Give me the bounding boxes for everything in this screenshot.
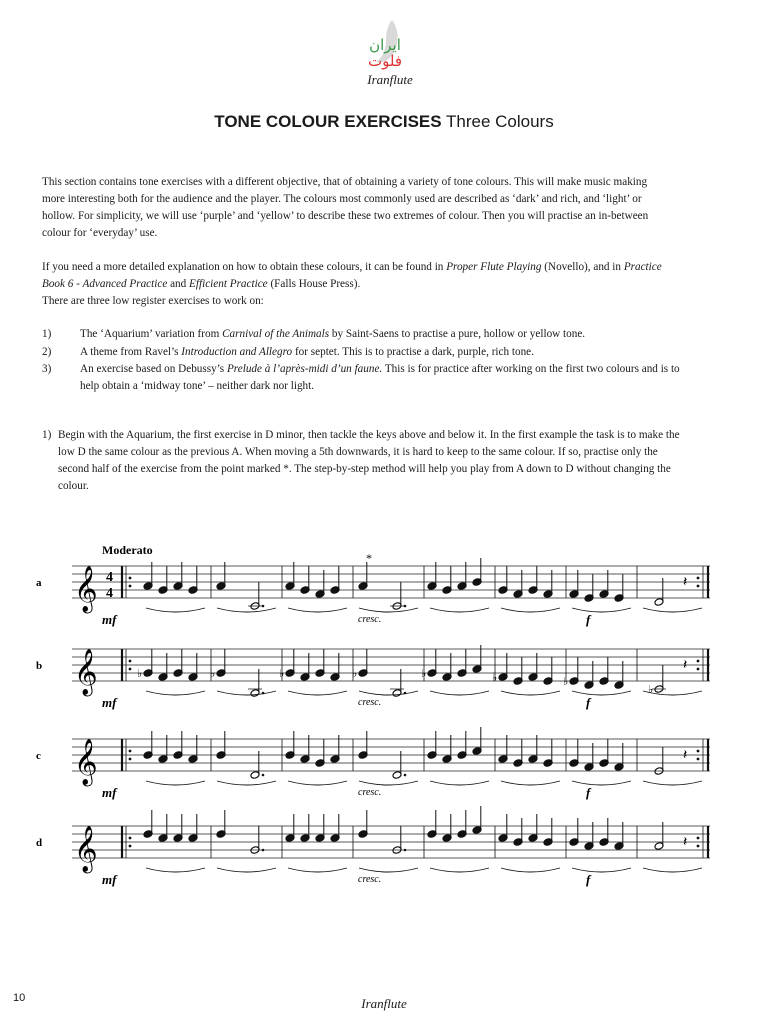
slur [217,691,276,695]
repeat-dot [697,750,700,753]
flat-sign: ♭ [210,667,216,680]
time-signature-top: 4 [106,570,113,585]
time-signature-bottom: 4 [106,586,113,601]
repeat-dot [697,845,700,848]
slur [146,608,205,612]
dynamic-mf: mf [102,872,117,887]
repeat-dot [697,585,700,588]
list-number: 3) [42,363,52,375]
dynamic-f: f [586,872,591,887]
slur [359,868,418,872]
dot [262,605,265,608]
dynamic-mf: mf [102,695,117,710]
slur [146,691,205,695]
reference-paragraph [42,259,672,310]
quarter-rest-icon: 𝄽 [683,574,688,590]
ref-text-2: (Novello), and in [541,261,624,273]
asterisk-mark: * [366,551,372,565]
repeat-dot [697,577,700,580]
dynamic-mf: mf [102,612,117,627]
flat-sign: ♭ [563,675,569,688]
list-text: This is for practice after working on the first two colours and is to help obtain a ‘midway tone’ – neither dark nor light. [80,363,680,392]
repeat-dot [129,660,132,663]
slur [359,781,418,785]
slur [217,608,276,612]
logo-persian-bottom: فلوت [367,52,402,70]
title-rest: Three Colours [441,112,554,131]
flat-sign: ♭ [648,683,654,696]
repeat-dot [129,845,132,848]
dot [404,774,407,777]
list-number: 2) [42,346,52,358]
slur [501,781,560,785]
repeat-dot [697,758,700,761]
slur [430,691,489,695]
dynamic-mf: mf [102,785,117,800]
slur [572,781,631,785]
quarter-rest-icon: 𝄽 [683,657,688,673]
flat-sign: ♭ [279,667,285,680]
slur [146,868,205,872]
slur [430,608,489,612]
list-text: The ‘Aquarium’ variation from [80,328,223,340]
list-item [42,344,682,361]
row-label: c [36,750,41,762]
slur [146,781,205,785]
page-title [0,112,768,132]
cresc-marking: cresc. [358,697,382,708]
dot [262,774,265,777]
ref-text-5: There are three low register exercises to work on: [42,295,264,307]
ref-text-3: and [167,278,190,290]
slur [217,868,276,872]
slur [288,691,347,695]
repeat-dot [129,837,132,840]
ref-book-1: Proper Flute Playing [446,261,542,273]
slur [430,781,489,785]
ref-text-1: If you need a more detailed explanation on how to obtain these colours, it can be found in [42,261,447,273]
flat-sign: ♭ [137,667,143,680]
repeat-dot [129,668,132,671]
list-text: An exercise based on Debussy’s [80,363,227,375]
step-instruction [42,427,682,495]
slur [359,691,418,695]
row-label: b [36,660,43,672]
ref-text-4: (Falls House Press). [267,278,361,290]
title-bold: TONE COLOUR EXERCISES [214,112,442,131]
slur [501,691,560,695]
slur [288,608,347,612]
slur [501,868,560,872]
music-notation [30,540,720,900]
ref-book-3: Efficient Practice [189,278,268,290]
list-text: for septet. This is to practise a dark, purple, rich tone. [292,346,534,358]
repeat-dot [697,668,700,671]
intro-paragraph: This section contains tone exercises with a different objective, that of obtaining a variety of tone colours. This will make music making more interesting both for the audience and the player. The colours most commonly used are described as ‘dark’ and rich, and ‘light’ or hollow. For simplicity, we will use ‘purple’ and ‘yellow’ to describe these two extremes of colour. Then you will practise an in-between colour for ‘everyday’ use. [42,176,649,239]
repeat-dot [129,750,132,753]
slur [572,868,631,872]
quarter-rest-icon: 𝄽 [683,747,688,763]
repeat-dot [129,577,132,580]
slur [643,868,702,872]
cresc-marking: cresc. [358,874,382,885]
list-text: by Saint-Saens to practise a pure, hollow or yellow tone. [329,328,586,340]
dot [262,849,265,852]
repeat-dot [697,837,700,840]
dynamic-f: f [586,785,591,800]
slur [288,781,347,785]
treble-clef-icon: 𝄞 [74,566,98,612]
flat-sign: ♭ [421,667,427,680]
slur [430,868,489,872]
cresc-marking: cresc. [358,787,382,798]
slur [217,781,276,785]
list-item [42,326,682,343]
ref-book-2: Practice Book 6 - Advanced Practice [42,261,662,290]
row-label: a [36,577,42,589]
list-work: Carnival of the Animals [222,328,330,340]
slur [643,781,702,785]
quarter-rest-icon: 𝄽 [683,834,688,850]
flat-sign: ♭ [492,671,498,684]
page-number: 10 [13,992,26,1004]
treble-clef-icon: 𝄞 [74,739,98,785]
iranflute-logo [330,18,450,88]
logo-persian-top: ایران [369,36,401,54]
cresc-marking: cresc. [358,614,382,625]
slur [643,608,702,612]
flat-sign: ♭ [352,667,358,680]
slur [288,868,347,872]
step-text: Begin with the Aquarium, the first exercise in D minor, then tackle the keys above and below it. In the first example the task is to make the low D the same colour as the previous A. When moving a 5th downwards, it is hard to keep to the same colour. If so, practise only the second half of the exercise from the point marked *. The step-by-step method will help you play from A down to D without changing the colour. [58,429,680,492]
logo-name: Iranflute [367,72,413,87]
dynamic-f: f [586,695,591,710]
treble-clef-icon: 𝄞 [74,649,98,695]
slur [501,608,560,612]
repeat-dot [129,758,132,761]
tempo-marking: Moderato [102,543,153,557]
repeat-dot [129,585,132,588]
slur [359,608,418,612]
footer-brand: Iranflute [361,996,407,1011]
step-number: 1) [42,429,52,441]
slur [572,608,631,612]
exercise-list [42,326,682,395]
list-work: Prelude à l’après-midi d’un faune. [226,363,383,375]
dynamic-f: f [586,612,591,627]
dot [404,605,407,608]
list-item [42,361,682,395]
repeat-dot [697,660,700,663]
dot [404,849,407,852]
list-work: Introduction and Allegro [181,346,293,358]
list-number: 1) [42,328,52,340]
row-label: d [36,837,43,849]
list-text: A theme from Ravel’s [80,346,182,358]
slur [572,691,631,695]
treble-clef-icon: 𝄞 [74,826,98,872]
